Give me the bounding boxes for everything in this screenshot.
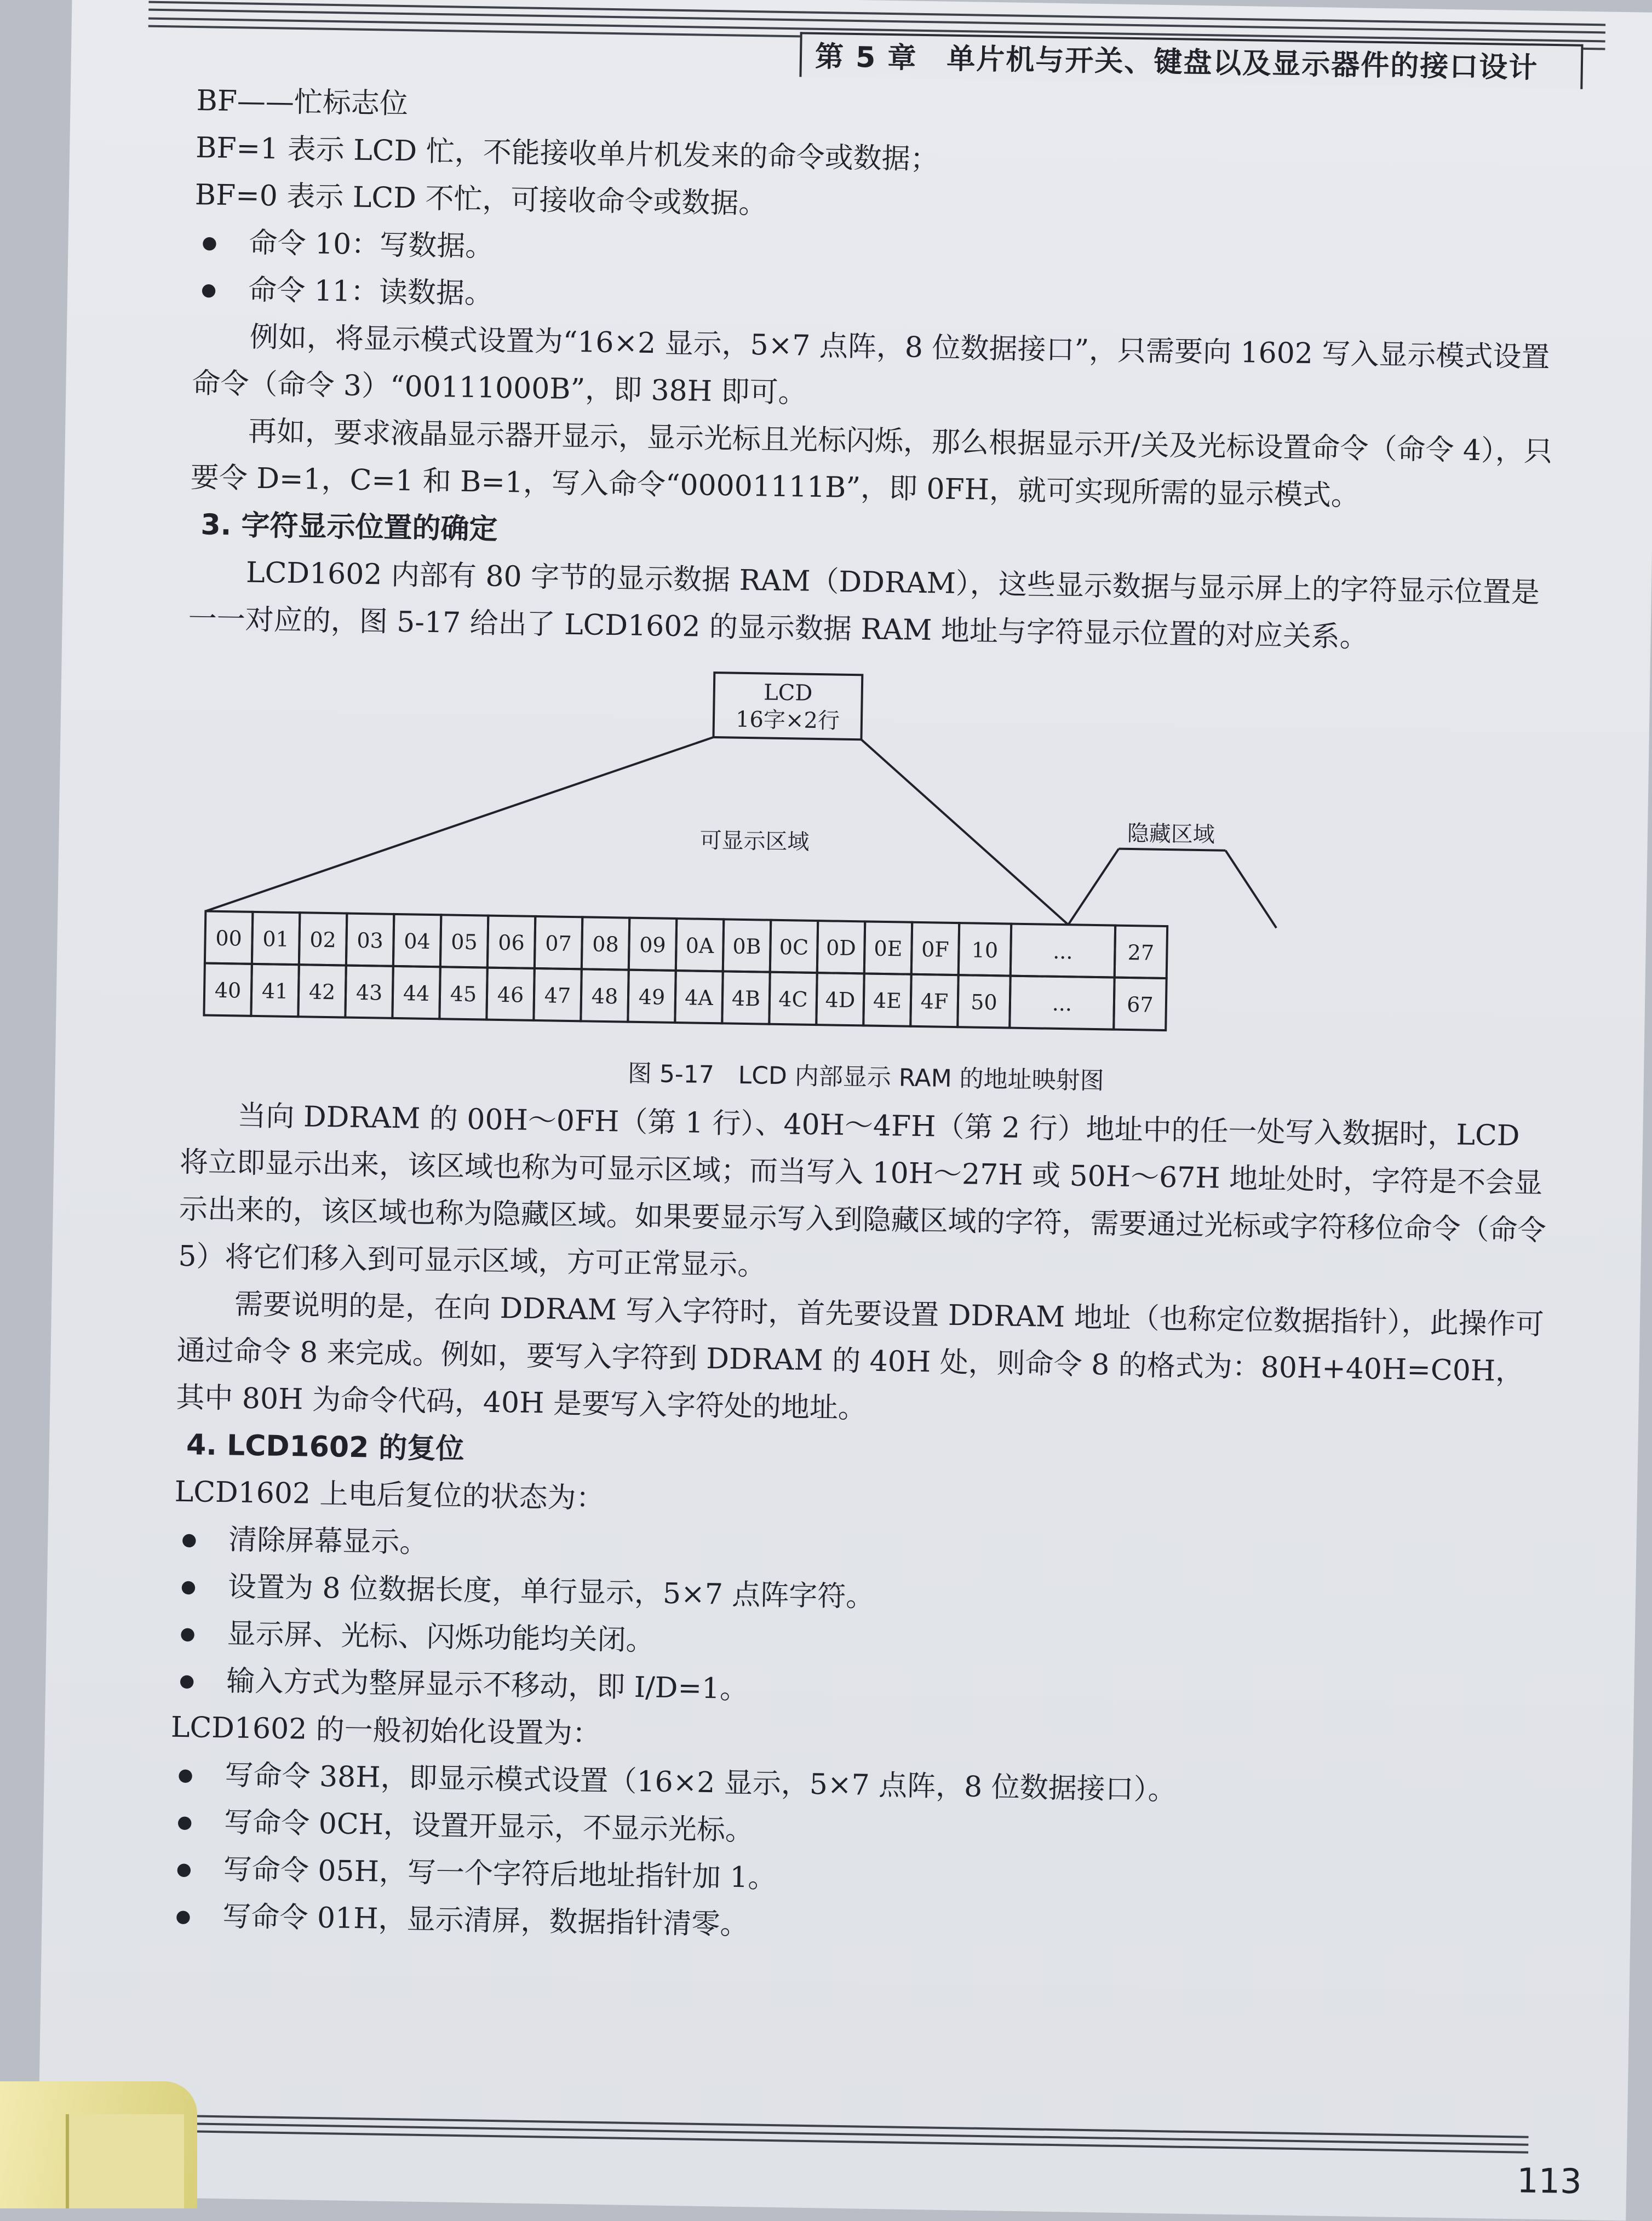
- address-cell-label: 4B: [731, 986, 761, 1011]
- ram-map-svg: [182, 653, 1557, 1047]
- visible-left-line: [205, 730, 713, 919]
- hidden-area-label: 隐藏区域: [1127, 820, 1215, 848]
- page-number: 113: [1516, 2160, 1582, 2202]
- paragraph: BF=1 表示 LCD 忙，不能接收单片机发来的命令或数据；: [195, 131, 939, 176]
- address-cell-label: 01: [262, 927, 290, 951]
- address-cell-label: 0D: [825, 936, 857, 961]
- paragraph: LCD1602 的一般初始化设置为：: [170, 1711, 601, 1751]
- address-cell-label: 02: [309, 927, 337, 952]
- lcd-label-line2: 16字×2行: [735, 707, 840, 734]
- paragraph: 需要说明的是，在向 DDRAM 写入字符时，首先要设置 DDRAM 地址（也称定位数据指针），此操作可通过命令 8 来完成。例如，要写入字符到 DDRAM 的 40H 处，则命令 8 的格式为：80H+40H=C0H，其中 80H 为命令代码，40H 是要写入字符处的地址。: [175, 1288, 1545, 1425]
- visible-area-label: 可显示区域: [699, 828, 810, 855]
- address-cell-label: 03: [357, 928, 384, 953]
- address-cell-label: 00: [215, 926, 243, 951]
- address-cell-label: 27: [1127, 940, 1155, 965]
- address-cell-label: 0B: [732, 934, 761, 959]
- address-cell-label: 47: [544, 983, 571, 1008]
- address-cell-label: 4C: [778, 986, 808, 1012]
- bullet-item: ● 写命令 01H，显示清屏，数据指针清零。: [168, 1892, 1538, 1961]
- address-cell-label: 49: [638, 984, 666, 1009]
- page-body: [168, 77, 1566, 1961]
- ram-address-diagram: [181, 653, 1557, 1095]
- paragraph: 当向 DDRAM 的 00H～0FH（第 1 行）、40H～4FH（第 2 行）地址中的任一处写入数据时，LCD 将立即显示出来，该区域也称为可显示区域；而当写入 10H～27H 或 50H～67H 地址处时，字符是不会显示出来的，该区域也称为隐藏区域。如果要显示写入到隐藏区域的字符，需要通过光标或字符移位命令（命令 5）将它们移入到可显示区域，方可正常显示。: [178, 1099, 1547, 1282]
- hidden-top-line: [1118, 849, 1225, 851]
- book-page: [38, 0, 1652, 2221]
- lcd-label-line1: LCD: [763, 680, 813, 706]
- binder-clip-inner: [66, 2114, 184, 2208]
- address-cell-label: 10: [971, 938, 999, 963]
- address-cell-label: 50: [970, 990, 997, 1015]
- bullet-item: ● 命令 10：写数据。: [194, 219, 1564, 287]
- bullet-item: ● 输入方式为整屏显示不移动，即 I/D=1。: [171, 1657, 1541, 1725]
- address-cell-label: 09: [639, 932, 667, 957]
- address-cell-label: 0E: [874, 936, 903, 961]
- address-cell-label: ...: [1052, 991, 1072, 1016]
- bullet-item: ● 写命令 0CH，设置开显示，不显示光标。: [169, 1798, 1539, 1867]
- footer-rules: [104, 2114, 1529, 2169]
- address-cell-label: 44: [403, 981, 430, 1006]
- section-heading: 3. 字符显示位置的确定: [200, 508, 498, 546]
- top-paragraphs: [188, 77, 1566, 664]
- address-cell-label: 43: [355, 980, 383, 1005]
- paragraph: LCD1602 内部有 80 字节的显示数据 RAM（DDRAM），这些显示数据与显示屏上的字符显示位置是一一对应的，图 5-17 给出了 LCD1602 的显示数据 RAM 地址与字符显示位置的对应关系。: [188, 556, 1540, 654]
- address-cell-label: 42: [308, 979, 336, 1005]
- address-cell-label: 45: [450, 982, 477, 1007]
- address-cell-label: ...: [1052, 939, 1073, 964]
- address-cell-label: 67: [1126, 992, 1154, 1017]
- bullet-item: ● 清除屏幕显示。: [174, 1516, 1544, 1584]
- address-cell-label: 40: [214, 978, 242, 1003]
- address-cell-label: 0F: [921, 937, 950, 962]
- address-cell-label: 4D: [825, 988, 856, 1013]
- paragraph: BF=0 表示 LCD 不忙，可接收命令或数据。: [194, 179, 767, 221]
- address-cell-label: 0C: [779, 934, 809, 960]
- visible-right-line: [858, 739, 1071, 925]
- address-cell-label: 4A: [684, 985, 714, 1011]
- address-cell-label: 4F: [920, 989, 949, 1014]
- paragraph: LCD1602 上电后复位的状态为：: [174, 1475, 605, 1516]
- bullet-item: ● 设置为 8 位数据长度，单行显示，5×7 点阵字符。: [173, 1563, 1542, 1631]
- bullet-item: ● 显示屏、光标、闪烁功能均关闭。: [172, 1610, 1542, 1678]
- address-cell-label: 4E: [873, 988, 902, 1013]
- figure-caption: 图 5-17 LCD 内部显示 RAM 的地址映射图: [627, 1059, 1105, 1095]
- address-cell-label: 46: [497, 982, 524, 1007]
- hidden-right-line: [1224, 851, 1277, 928]
- address-cell-label: 08: [592, 932, 620, 957]
- section-heading: 4. LCD1602 的复位: [186, 1428, 464, 1466]
- hidden-left-line: [1068, 848, 1118, 925]
- paragraph: 再如，要求液晶显示器开显示，显示光标且光标闪烁，那么根据显示开/关及光标设置命令（命令 4），只要令 D=1，C=1 和 B=1，写入命令“00001111B”，即 0FH，就可实现所需的显示模式。: [190, 415, 1553, 513]
- bullet-item: ● 命令 11：读数据。: [193, 266, 1563, 334]
- address-cell-label: 41: [261, 979, 289, 1003]
- address-cells: [204, 911, 1167, 1031]
- address-cell-label: 48: [591, 984, 618, 1009]
- bullet-item: ● 写命令 38H，即显示模式设置（16×2 显示，5×7 点阵，8 位数据接口）。: [170, 1751, 1540, 1820]
- address-cell-label: 07: [545, 931, 572, 956]
- address-cell-label: 05: [451, 929, 478, 955]
- address-cell-label: 06: [498, 930, 525, 955]
- chapter-header: 第 5 章 单片机与开关、键盘以及显示器件的接口设计: [799, 32, 1583, 89]
- bullet-item: ● 写命令 05H，写一个字符后地址指针加 1。: [168, 1845, 1538, 1914]
- paragraph: BF——忙标志位: [196, 84, 409, 121]
- address-cell-label: 04: [404, 929, 431, 954]
- paragraph: 例如，将显示模式设置为“16×2 显示，5×7 点阵，8 位数据接口”，只需要向 1602 写入显示模式设置命令（命令 3）“00111000B”，即 38H 即可。: [192, 320, 1550, 410]
- address-cell-label: 0A: [685, 933, 714, 959]
- bottom-paragraphs: [168, 1092, 1550, 1961]
